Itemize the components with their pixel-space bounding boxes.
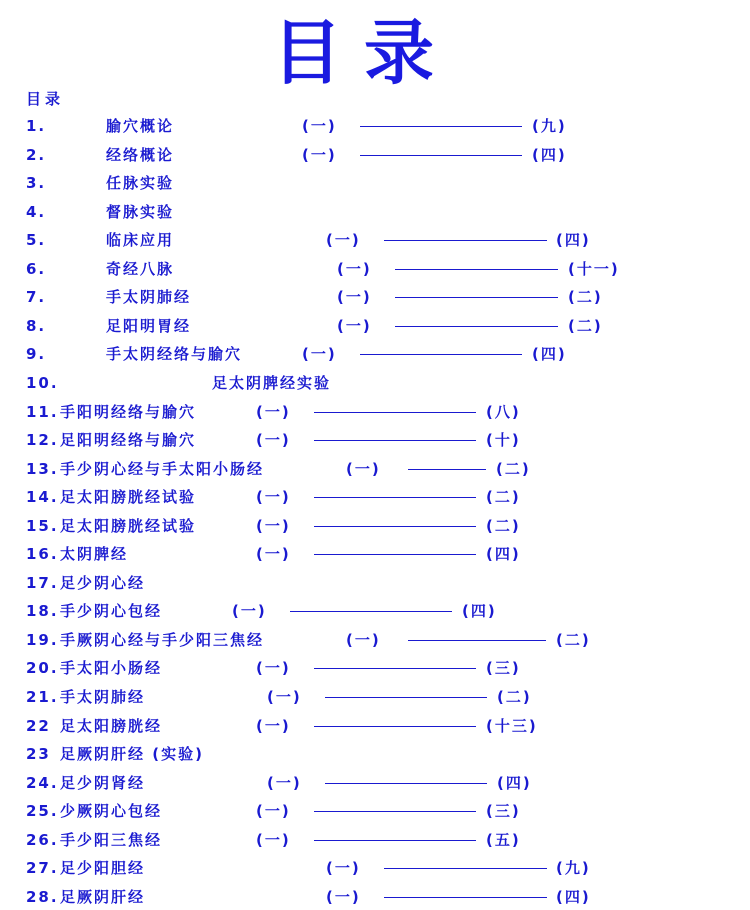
toc-entry <box>0 572 750 594</box>
entry-start-page: (一) <box>326 231 361 250</box>
leader-line <box>384 240 547 241</box>
toc-entry <box>0 144 750 166</box>
leader-line <box>395 326 558 327</box>
leader-line <box>384 897 547 898</box>
toc-entry <box>0 372 750 394</box>
entry-start-page: (一) <box>346 459 381 478</box>
entry-end-page: (四) <box>497 773 532 792</box>
entry-end-page: (八) <box>486 402 521 421</box>
entry-number: 14. <box>26 488 59 507</box>
entry-end-page: (五) <box>486 830 521 849</box>
entry-start-page: (一) <box>302 345 337 364</box>
entry-title: 经络概论 <box>106 145 175 164</box>
entry-number: 9. <box>26 345 47 364</box>
entry-title: 足太阳膀胱经试验 <box>60 488 197 507</box>
toc-entry <box>0 657 750 679</box>
toc-entry <box>0 343 750 365</box>
entry-title: 手少阴心经与手太阳小肠经 <box>60 459 265 478</box>
leader-line <box>384 868 547 869</box>
entry-title: 足厥阴肝经 (实验) <box>60 745 204 764</box>
entry-number: 17. <box>26 573 59 592</box>
entry-start-page: (一) <box>256 545 291 564</box>
entry-title: 少厥阴心包经 <box>60 802 163 821</box>
toc-entry <box>0 515 750 537</box>
entry-number: 3. <box>26 174 47 193</box>
leader-line <box>290 611 452 612</box>
entry-title: 足阳明经络与腧穴 <box>60 431 197 450</box>
entry-number: 10. <box>26 373 59 392</box>
leader-line <box>314 726 476 727</box>
entry-title: 任脉实验 <box>106 174 175 193</box>
toc-entry <box>0 857 750 879</box>
toc-entry <box>0 229 750 251</box>
entry-number: 25. <box>26 802 59 821</box>
entry-start-page: (一) <box>256 488 291 507</box>
entry-start-page: (一) <box>256 516 291 535</box>
toc-entry <box>0 686 750 708</box>
entry-title: 手太阳小肠经 <box>60 659 163 678</box>
toc-entry <box>0 258 750 280</box>
toc-entry <box>0 172 750 194</box>
entry-start-page: (一) <box>232 602 267 621</box>
entry-start-page: (一) <box>337 316 372 335</box>
entry-title: 手太阴肺经 <box>60 688 146 706</box>
entry-end-page: (二) <box>486 516 521 535</box>
toc-entry <box>0 829 750 851</box>
leader-line <box>314 412 476 413</box>
entry-start-page: (一) <box>346 630 381 649</box>
entry-start-page: (一) <box>256 659 291 678</box>
entry-number: 18. <box>26 602 59 621</box>
entry-number: 21. <box>26 688 59 706</box>
entry-number: 27. <box>26 859 59 878</box>
entry-start-page: (一) <box>302 117 337 135</box>
leader-line <box>314 526 476 527</box>
entry-end-page: (四) <box>556 887 591 906</box>
entry-title: 足太阴脾经实验 <box>212 373 332 392</box>
entry-start-page: (一) <box>267 688 302 706</box>
entry-end-page: (四) <box>532 345 567 364</box>
entry-title: 手少阴心包经 <box>60 602 163 621</box>
leader-line <box>314 811 476 812</box>
entry-number: 15. <box>26 516 59 535</box>
entry-start-page: (一) <box>256 431 291 450</box>
entry-number: 24. <box>26 773 59 792</box>
toc-entry <box>0 458 750 480</box>
entry-end-page: (二) <box>497 688 532 706</box>
entry-number: 13. <box>26 459 59 478</box>
entry-end-page: (二) <box>556 630 591 649</box>
entry-end-page: (三) <box>486 802 521 821</box>
toc-entry <box>0 486 750 508</box>
toc-entry <box>0 286 750 308</box>
entry-end-page: (四) <box>486 545 521 564</box>
toc-entry <box>0 772 750 794</box>
entry-number: 20. <box>26 659 59 678</box>
leader-line <box>314 668 476 669</box>
entry-end-page: (九) <box>556 859 591 878</box>
leader-line <box>314 440 476 441</box>
leader-line <box>395 297 558 298</box>
entry-title: 足少阳胆经 <box>60 859 146 878</box>
entry-title: 足少阴心经 <box>60 573 146 592</box>
entry-title: 手阳明经络与腧穴 <box>60 402 197 421</box>
entry-number: 5. <box>26 231 47 250</box>
leader-line <box>408 640 546 641</box>
entry-start-page: (一) <box>267 773 302 792</box>
entry-number: 26. <box>26 830 59 849</box>
entry-end-page: (二) <box>568 316 603 335</box>
toc-heading: 目录 <box>26 90 65 108</box>
leader-line <box>325 783 487 784</box>
toc-entry <box>0 315 750 337</box>
leader-line <box>360 126 522 127</box>
leader-line <box>314 497 476 498</box>
entry-end-page: (二) <box>486 488 521 507</box>
entry-title: 足太阳膀胱经 <box>60 716 163 735</box>
entry-number: 1. <box>26 117 47 135</box>
entry-start-page: (一) <box>337 288 372 307</box>
entry-end-page: (九) <box>532 117 567 135</box>
entry-number: 8. <box>26 316 47 335</box>
entry-title: 足少阴肾经 <box>60 773 146 792</box>
entry-title: 足太阳膀胱经试验 <box>60 516 197 535</box>
entry-title: 太阴脾经 <box>60 545 129 564</box>
toc-entry <box>0 543 750 565</box>
entry-start-page: (一) <box>256 402 291 421</box>
entry-title: 奇经八脉 <box>106 259 175 278</box>
leader-line <box>314 554 476 555</box>
entry-end-page: (四) <box>556 231 591 250</box>
leader-line <box>360 155 522 156</box>
toc-entry <box>0 743 750 765</box>
entry-number: 22 <box>26 716 51 735</box>
leader-line <box>360 354 522 355</box>
leader-line <box>395 269 558 270</box>
entry-end-page: (三) <box>486 659 521 678</box>
entry-title: 腧穴概论 <box>106 117 175 135</box>
toc-entry <box>0 886 750 908</box>
entry-number: 19. <box>26 630 59 649</box>
entry-end-page: (十三) <box>486 716 538 735</box>
entry-number: 7. <box>26 288 47 307</box>
entry-number: 16. <box>26 545 59 564</box>
entry-title: 手太阴经络与腧穴 <box>106 345 243 364</box>
entry-end-page: (十一) <box>568 259 620 278</box>
entry-end-page: (十) <box>486 431 521 450</box>
entry-start-page: (一) <box>256 716 291 735</box>
toc-entry <box>0 800 750 822</box>
toc-entry <box>0 201 750 223</box>
entry-title: 手太阴肺经 <box>106 288 192 307</box>
entry-end-page: (四) <box>462 602 497 621</box>
entry-start-page: (一) <box>256 802 291 821</box>
entry-title: 督脉实验 <box>106 202 175 221</box>
toc-entry <box>0 600 750 622</box>
entry-number: 6. <box>26 259 47 278</box>
entry-title: 手少阳三焦经 <box>60 830 163 849</box>
entry-start-page: (一) <box>302 145 337 164</box>
entry-start-page: (一) <box>326 887 361 906</box>
entry-title: 足厥阴肝经 <box>60 887 146 906</box>
leader-line <box>314 840 476 841</box>
leader-line <box>325 697 487 698</box>
entry-start-page: (一) <box>326 859 361 878</box>
entry-title: 足阳明胃经 <box>106 316 192 335</box>
toc-entry <box>0 715 750 737</box>
toc-entry <box>0 401 750 423</box>
entry-title: 手厥阴心经与手少阳三焦经 <box>60 630 265 649</box>
entry-title: 临床应用 <box>106 231 175 250</box>
entry-end-page: (二) <box>496 459 531 478</box>
entry-end-page: (二) <box>568 288 603 307</box>
entry-number: 12. <box>26 431 59 450</box>
leader-line <box>408 469 486 470</box>
toc-entry <box>0 629 750 651</box>
entry-number: 23 <box>26 745 51 764</box>
toc-entry <box>0 429 750 451</box>
entry-number: 2. <box>26 145 47 164</box>
entry-end-page: (四) <box>532 145 567 164</box>
entry-start-page: (一) <box>337 259 372 278</box>
entry-number: 11. <box>26 402 59 421</box>
toc-entry <box>0 115 750 137</box>
page-title: 目录 <box>272 12 456 94</box>
entry-number: 4. <box>26 202 47 221</box>
entry-start-page: (一) <box>256 830 291 849</box>
entry-number: 28. <box>26 887 59 906</box>
